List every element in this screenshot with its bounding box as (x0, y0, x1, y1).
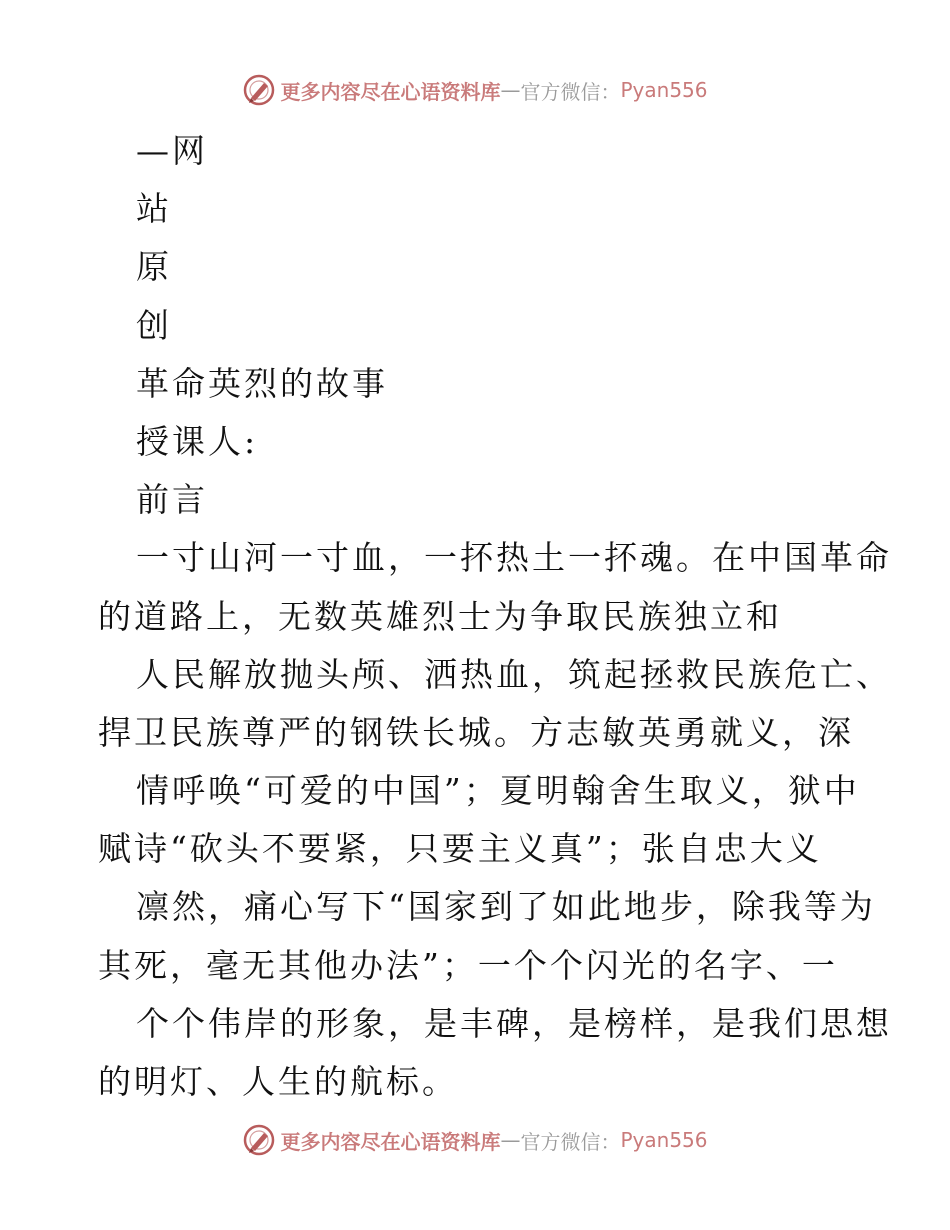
banner-site-text: 更多内容尽在心语资料库 (280, 1129, 501, 1154)
paragraph-line: 的明灯、人生的航标。 (98, 1062, 458, 1101)
paragraph-line: 凛然，痛心写下“国家到了如此地步，除我等为 (136, 887, 876, 927)
preface-heading: 前言 (136, 480, 208, 520)
banner-separator: ： (600, 79, 621, 104)
banner-separator: ： (600, 1129, 621, 1154)
paragraph-line: 人民解放抛头颅、洒热血，筑起拯救民族危亡、 (136, 654, 892, 694)
pen-logo-icon (242, 1123, 276, 1157)
paragraph-line: 个个伟岸的形象，是丰碑，是榜样，是我们思想 (136, 1003, 892, 1043)
banner-wechat-label: 官方微信 (520, 1129, 601, 1154)
paragraph-line: 的道路上，无数英雄烈士为争取民族独立和 (98, 596, 782, 636)
document-body (98, 122, 892, 1111)
paragraph-line: 赋诗“砍头不要紧，只要主义真”；张自忠大义 (98, 829, 822, 869)
header-watermark-banner (0, 70, 950, 110)
banner-wechat-id: Pyan556 (620, 78, 708, 102)
document-title: 革命英烈的故事 (136, 363, 388, 403)
banner-site-text: 更多内容尽在心语资料库 (280, 79, 501, 104)
paragraph-line: 情呼唤“可爱的中国”；夏明翰舍生取义，狱中 (136, 771, 860, 811)
text-line: 站 (136, 189, 172, 229)
text-line: 原 (136, 247, 172, 287)
paragraph-line: 其死，毫无其他办法”；一个个闪光的名字、一 (98, 945, 838, 985)
paragraph-line: 捍卫民族尊严的钢铁长城。方志敏英勇就义，深 (98, 712, 854, 752)
lecturer-label: 授课人: (136, 421, 259, 461)
banner-wechat-id: Pyan556 (620, 1128, 708, 1152)
text-line: 创 (136, 305, 172, 345)
text-line: —网 (136, 131, 208, 170)
pen-logo-icon (242, 73, 276, 107)
paragraph-line: 一寸山河一寸血，一抔热土一抔魂。在中国革命 (136, 538, 892, 578)
footer-watermark-banner (0, 1120, 950, 1160)
banner-dash: — (500, 78, 521, 102)
banner-wechat-label: 官方微信 (520, 79, 601, 104)
banner-dash: — (500, 1128, 521, 1152)
